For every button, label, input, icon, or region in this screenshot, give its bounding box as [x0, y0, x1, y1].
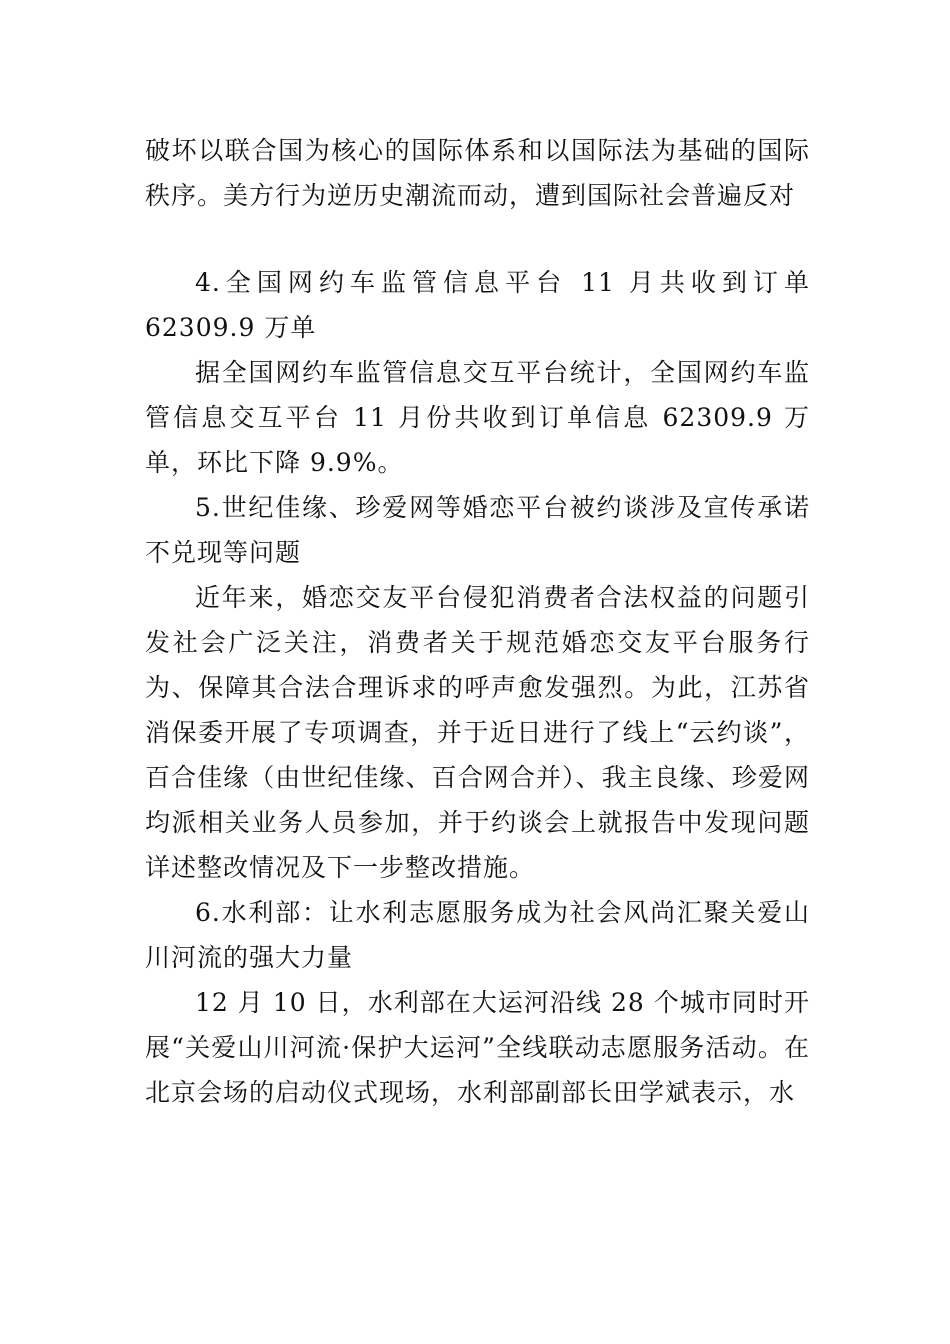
paragraph-ride-hailing-orders: 据全国网约车监管信息交互平台统计，全国网约车监管信息交互平台 11 月份共收到订单信息 62309.9 万单，环比下降 9.9%。 [145, 358, 810, 477]
section-heading-6: 6.水利部：让水利志愿服务成为社会风尚汇聚关爱山川河流的强大力量 [145, 898, 810, 972]
paragraph-continued: 破坏以联合国为核心的国际体系和以国际法为基础的国际秩序。美方行为逆历史潮流而动，遭到国际社会普遍反对 [145, 136, 810, 210]
paragraph-gap [145, 218, 810, 260]
paragraph-water-volunteers: 12 月 10 日，水利部在大运河沿线 28 个城市同时开展“关爱山川河流·保护大运河”全线联动志愿服务活动。在北京会场的启动仪式现场，水利部副部长田学斌表示，水 [145, 988, 810, 1107]
document-body [145, 128, 810, 1115]
section-heading-4: 4.全国网约车监管信息平台 11 月共收到订单 62309.9 万单 [145, 268, 810, 342]
paragraph-dating-platforms: 近年来，婚恋交友平台侵犯消费者合法权益的问题引发社会广泛关注，消费者关于规范婚恋交友平台服务行为、保障其合法合理诉求的呼声愈发强烈。为此，江苏省消保委开展了专项调查，并于近日进行了线上“云约谈”，百合佳缘（由世纪佳缘、百合网合并）、我主良缘、珍爱网均派相关业务人员参加，并于约谈会上就报告中发现问题详述整改情况及下一步整改措施。 [145, 583, 810, 882]
section-heading-5: 5.世纪佳缘、珍爱网等婚恋平台被约谈涉及宣传承诺不兑现等问题 [145, 493, 810, 567]
